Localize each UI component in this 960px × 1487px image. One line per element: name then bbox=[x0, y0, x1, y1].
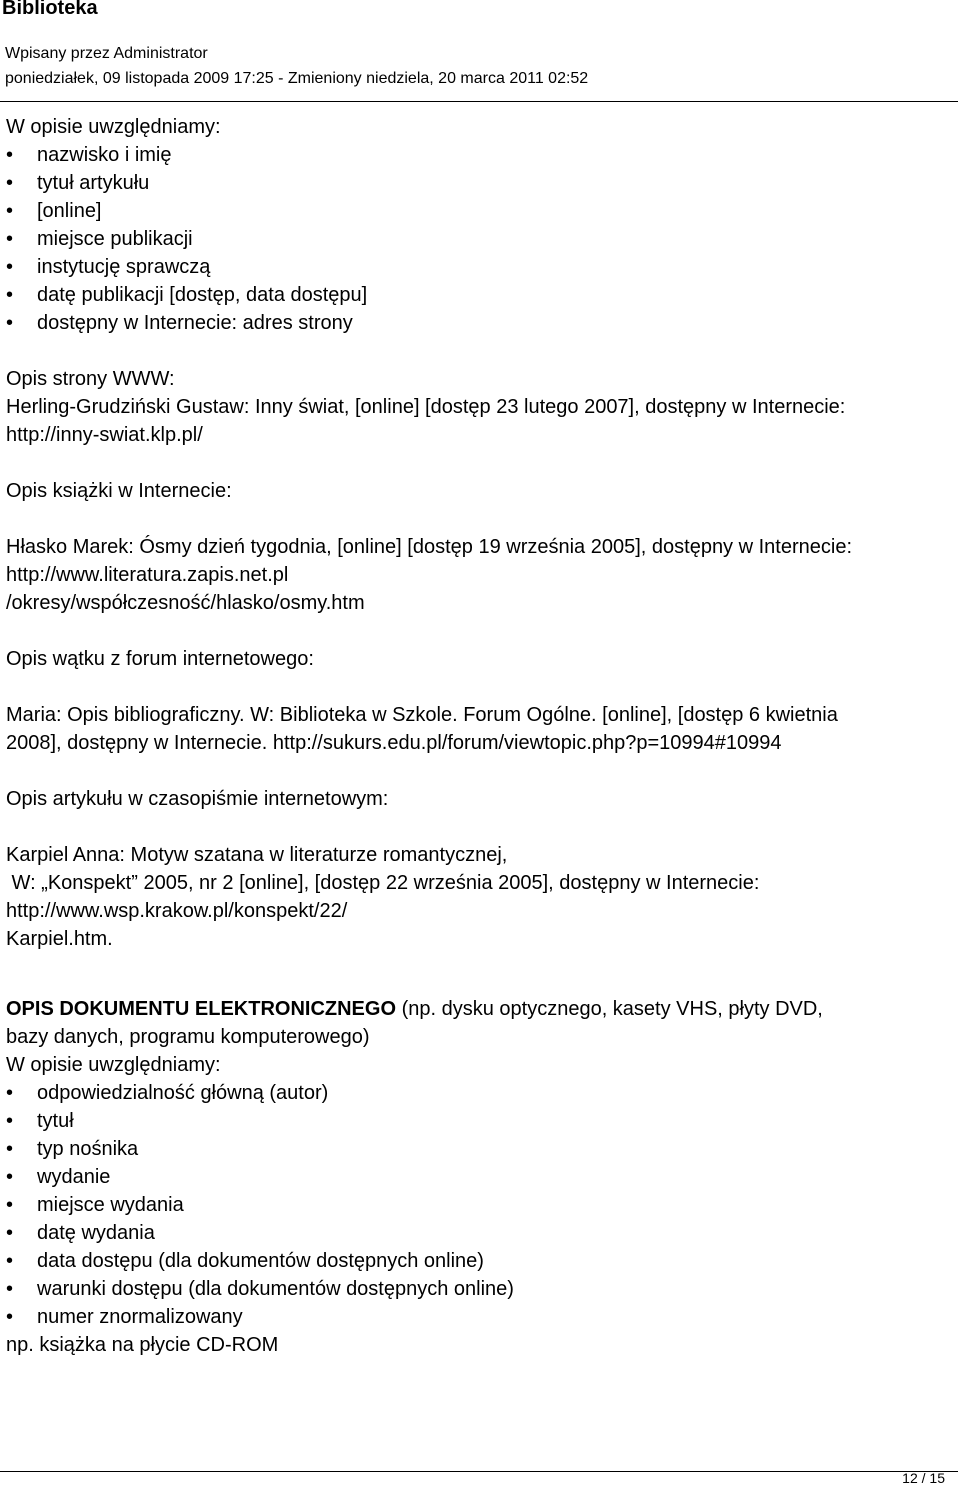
www-heading: Opis strony WWW: bbox=[6, 368, 175, 390]
author-line: Wpisany przez Administrator bbox=[5, 45, 208, 62]
list-item: • data dostępu (dla dokumentów dostępnych online) bbox=[6, 1247, 954, 1275]
list-item: • wydanie bbox=[6, 1163, 954, 1191]
bullet-icon: • bbox=[6, 284, 14, 306]
list-item: • miejsce publikacji bbox=[6, 225, 954, 253]
book-line: Hłasko Marek: Ósmy dzień tygodnia, [online] [dostęp 19 września 2005], dostępny w Internecie: bbox=[6, 536, 853, 558]
forum-heading: Opis wątku z forum internetowego: bbox=[6, 648, 314, 670]
article-line: Karpiel Anna: Motyw szatana w literaturze romantycznej, bbox=[6, 844, 508, 866]
electronic-intro: W opisie uwzględniamy: bbox=[6, 1054, 221, 1076]
bullet-icon: • bbox=[6, 1222, 14, 1244]
list-item: • datę wydania bbox=[6, 1219, 954, 1247]
list-item: • odpowiedzialność główną (autor) bbox=[6, 1079, 954, 1107]
bullet-icon: • bbox=[6, 200, 14, 222]
bullet-icon: • bbox=[6, 1278, 14, 1300]
header-divider bbox=[0, 101, 958, 102]
bullet-icon: • bbox=[6, 312, 14, 334]
bullet-icon: • bbox=[6, 1306, 14, 1328]
bullet-icon: • bbox=[6, 1082, 14, 1104]
list-item: • nazwisko i imię bbox=[6, 141, 954, 169]
bullet-icon: • bbox=[6, 1166, 14, 1188]
book-heading: Opis książki w Internecie: bbox=[6, 480, 232, 502]
list-item: • dostępny w Internecie: adres strony bbox=[6, 309, 954, 337]
bullet-icon: • bbox=[6, 1250, 14, 1272]
list-item: • [online] bbox=[6, 197, 954, 225]
bullet-icon: • bbox=[6, 1110, 14, 1132]
list-item: • tytuł artykułu bbox=[6, 169, 954, 197]
list-item: • warunki dostępu (dla dokumentów dostępnych online) bbox=[6, 1275, 954, 1303]
electronic-example: np. książka na płycie CD-ROM bbox=[6, 1334, 279, 1356]
book-link-path[interactable]: /okresy/współczesność/hlasko/osmy.htm bbox=[6, 592, 365, 614]
article-link[interactable]: http://www.wsp.krakow.pl/konspekt/22/ bbox=[6, 900, 348, 922]
www-line: Herling-Grudziński Gustaw: Inny świat, [online] [dostęp 23 lutego 2007], dostępny w Internecie: bbox=[6, 396, 846, 418]
list-item: • numer znormalizowany bbox=[6, 1303, 954, 1331]
forum-line: Maria: Opis bibliograficzny. W: Biblioteka w Szkole. Forum Ogólne. [online], [dostęp 6 kwietnia bbox=[6, 704, 838, 726]
list-item: • instytucję sprawczą bbox=[6, 253, 954, 281]
list-item: • datę publikacji [dostęp, data dostępu] bbox=[6, 281, 954, 309]
article-heading: Opis artykułu w czasopiśmie internetowym: bbox=[6, 788, 389, 810]
electronic-heading-line2: bazy danych, programu komputerowego) bbox=[6, 1026, 370, 1048]
section1-list bbox=[6, 141, 954, 337]
bullet-icon: • bbox=[6, 228, 14, 250]
list-item: • miejsce wydania bbox=[6, 1191, 954, 1219]
bullet-icon: • bbox=[6, 256, 14, 278]
electronic-heading bbox=[6, 995, 954, 1023]
electronic-heading-bold: OPIS DOKUMENTU ELEKTRONICZNEGO bbox=[6, 998, 397, 1020]
bullet-icon: • bbox=[6, 172, 14, 194]
forum-line: 2008], dostępny w Internecie. http://sukurs.edu.pl/forum/viewtopic.php?p=10994#10994 bbox=[6, 732, 782, 754]
bullet-icon: • bbox=[6, 1194, 14, 1216]
list-item: • tytuł bbox=[6, 1107, 954, 1135]
article-line: W: „Konspekt” 2005, nr 2 [online], [dostęp 22 września 2005], dostępny w Internecie: bbox=[6, 872, 760, 894]
electronic-list bbox=[6, 1079, 954, 1331]
article-link-file: Karpiel.htm. bbox=[6, 928, 113, 950]
article-body bbox=[6, 113, 954, 1359]
www-link[interactable]: http://inny-swiat.klp.pl/ bbox=[6, 424, 203, 446]
dates-line: poniedziałek, 09 listopada 2009 17:25 - Zmieniony niedziela, 20 marca 2011 02:52 bbox=[5, 70, 589, 87]
book-link[interactable]: http://www.literatura.zapis.net.pl bbox=[6, 564, 289, 586]
page-title: Biblioteka bbox=[2, 0, 98, 19]
bullet-icon: • bbox=[6, 1138, 14, 1160]
footer-divider bbox=[0, 1471, 958, 1472]
electronic-heading-rest: (np. dysku optycznego, kasety VHS, płyty DVD, bbox=[396, 998, 823, 1020]
page-number: 12 / 15 bbox=[902, 1470, 945, 1486]
list-item: • typ nośnika bbox=[6, 1135, 954, 1163]
section1-intro: W opisie uwzględniamy: bbox=[6, 116, 221, 138]
bullet-icon: • bbox=[6, 144, 14, 166]
